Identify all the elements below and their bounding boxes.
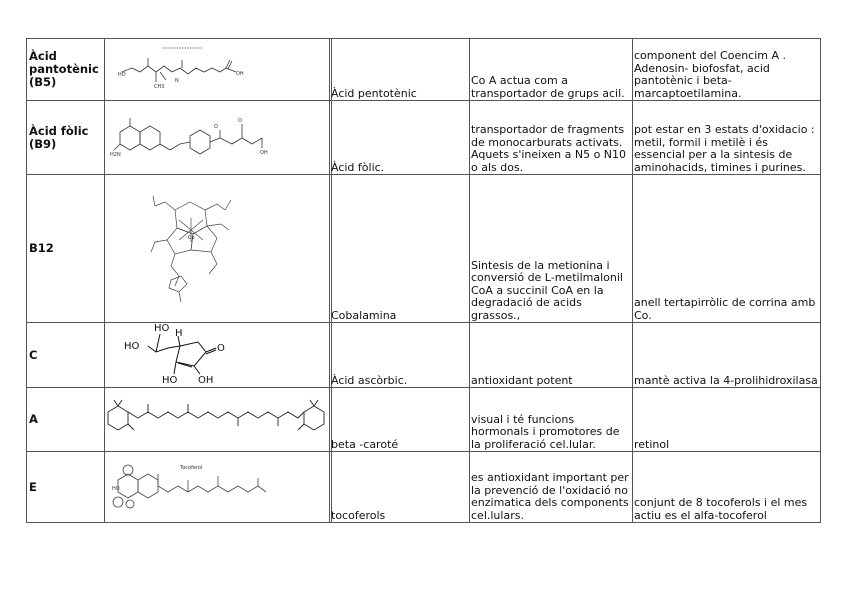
vitamin-c-ho-bottom-label: HO (162, 375, 178, 386)
function-cell: Co A actua com a transportador de grups acil. (470, 39, 633, 101)
vitamin-c-ho-top-label: HO (154, 323, 170, 334)
vitamin-name-b9: Àcid fòlic (B9) (27, 101, 105, 175)
notes-cell: conjunt de 8 tocoferols i el mes actiu es el alfa-tocoferol (633, 452, 821, 523)
compound-cell: tocoferols (330, 452, 470, 523)
table-row (330, 452, 821, 523)
table-row (330, 323, 821, 388)
svg-text:O: O (238, 118, 242, 124)
compound-cell: Cobalamina (330, 175, 470, 323)
svg-text:HO: HO (118, 72, 126, 78)
vitamin-c-oh-label: OH (198, 375, 214, 386)
table-row (330, 175, 821, 323)
tocopherol-structure (108, 460, 278, 516)
function-cell: antioxidant potent (470, 323, 633, 388)
svg-text:HO: HO (112, 486, 120, 492)
vitamin-name-b12: B12 (27, 175, 105, 323)
cobalamin-structure (145, 190, 240, 310)
svg-text:H2N: H2N (110, 152, 121, 158)
vitamin-c-ho-left-label: HO (124, 341, 140, 352)
vitamin-name-a: A (27, 388, 105, 452)
svg-text:CH3: CH3 (154, 84, 165, 90)
tocopherol-caption: Tocoferol (180, 465, 203, 471)
vitamin-name-b5: Àcid pantotènic (B5) (27, 39, 105, 101)
function-cell: visual i té funcions hormonals i promotores de la proliferació cel.lular. (470, 388, 633, 452)
function-cell: transportador de fragments de monocarburats activats. Aquets s'ineixen a N5 o N10 o als dos. (470, 101, 633, 175)
folic-acid-structure (110, 110, 280, 170)
notes-cell: anell tertapirròlic de corrina amb Co. (633, 175, 821, 323)
notes-cell: mantè activa la 4-prolihidroxilasa (633, 323, 821, 388)
vitamin-c-h-label: H (175, 328, 183, 339)
vitamin-name-e: E (27, 452, 105, 523)
svg-text:O: O (214, 124, 218, 130)
vitamin-name-c: C (27, 323, 105, 388)
compound-cell: Àcid ascòrbic. (330, 323, 470, 388)
table-row (330, 39, 821, 101)
vitamin-c-o-label: O (217, 343, 225, 354)
compound-cell: Àcid pentotènic (330, 39, 470, 101)
pantothenic-acid-structure (118, 44, 253, 96)
svg-text:OH: OH (236, 71, 244, 77)
function-cell: Sintesis de la metionina i conversió de L-metilmalonil CoA a succinil CoA en la degradació de acids grassos., (470, 175, 633, 323)
compound-cell: beta -caroté (330, 388, 470, 452)
table-row (330, 101, 821, 175)
svg-text:OH: OH (260, 150, 268, 156)
notes-cell: retinol (633, 388, 821, 452)
svg-text:Co: Co (188, 235, 195, 241)
compound-cell: Àcid fòlic. (330, 101, 470, 175)
ascorbic-acid-structure (118, 318, 233, 388)
svg-text:N: N (175, 78, 179, 84)
beta-carotene-structure (104, 394, 334, 440)
table-row (330, 388, 821, 452)
notes-cell: pot estar en 3 estats d'oxidacio : metil, formil i metilè i és essencial per a la sintesis de aminohacids, timines i purines. (633, 101, 821, 175)
function-cell: es antioxidant important per la prevenció de l'oxidació no enzimatica dels components cel.lulars. (470, 452, 633, 523)
notes-cell: component del Coencim A . Adenosin- biofosfat, acid pantotènic i beta-marcaptoetilamina. (633, 39, 821, 101)
vitamin-info-table (329, 38, 821, 523)
